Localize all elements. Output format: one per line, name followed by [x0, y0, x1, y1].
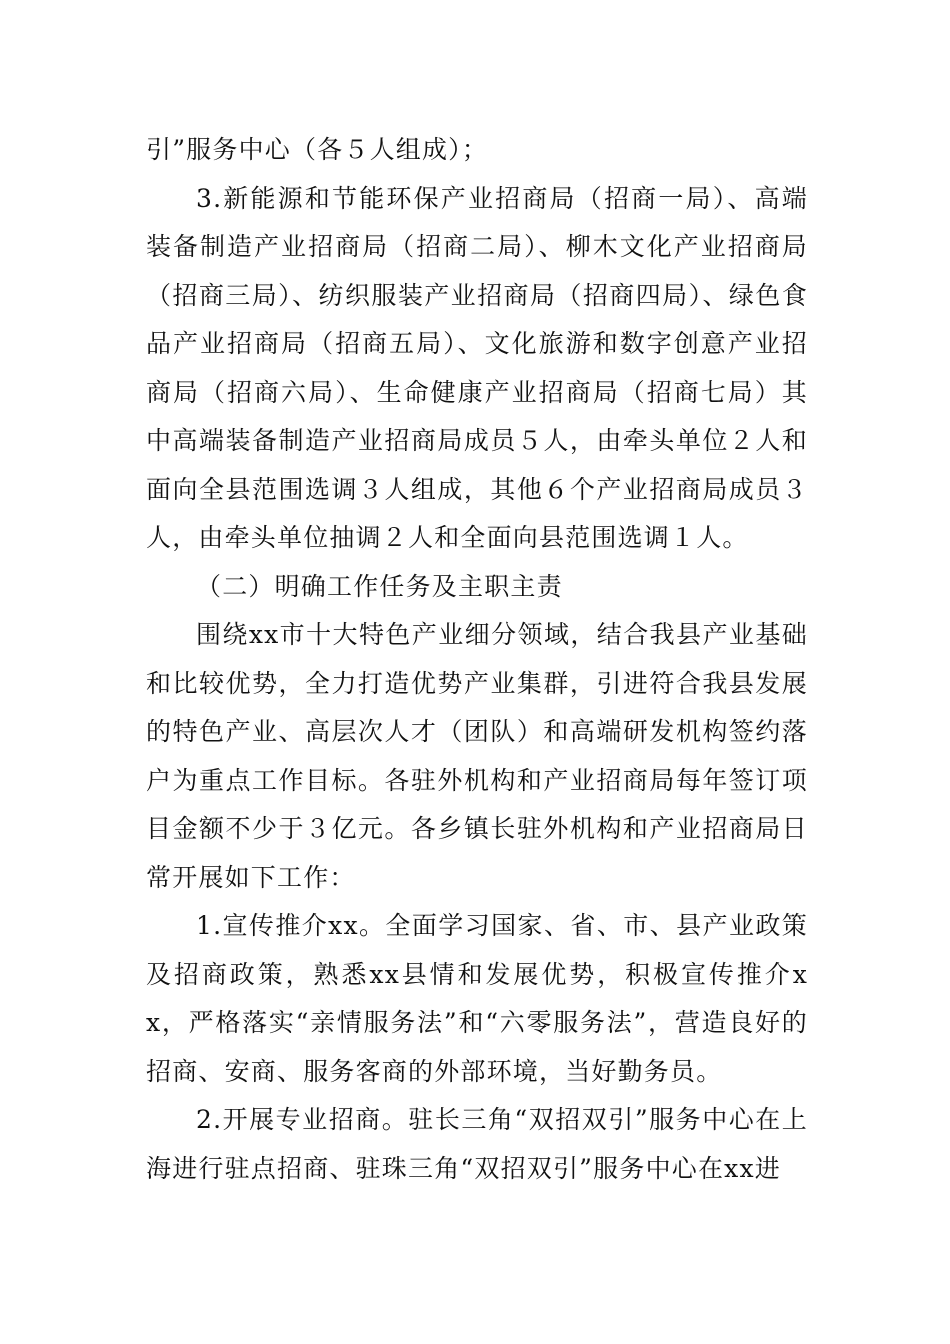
paragraph-work-goals: 围绕xx市十大特色产业细分领域，结合我县产业基础和比较优势，全力打造优势产业集群，引进符合我县发展的特色产业、高层次人才（团队）和高端研发机构签约落户为重点工作目标。各驻外机构和产业招商局每年签订项目金额不少于３亿元。各乡镇长驻外机构和产业招商局日常开展如下工作： — [146, 620, 808, 892]
paragraph-item-3-investment-bureaus: 3.新能源和节能环保产业招商局（招商一局）、高端装备制造产业招商局（招商二局）、柳木文化产业招商局（招商三局）、纺织服装产业招商局（招商四局）、绿色食品产业招商局（招商五局）、文化旅游和数字创意产业招商局（招商六局）、生命健康产业招商局（招商七局）其中高端装备制造产业招商局成员５人，由牵头单位２人和面向全县范围选调３人组成，其他６个产业招商局成员３人，由牵头单位抽调２人和全面向县范围选调１人。 — [146, 183, 808, 552]
paragraph-item-1-promotion: 1.宣传推介xx。全面学习国家、省、市、县产业政策及招商政策，熟悉xx县情和发展优势，积极宣传推介xx，严格落实“亲情服务法”和“六零服务法”，营造良好的招商、安商、服务客商的外部环境，当好勤务员。 — [146, 911, 808, 1086]
section-heading-tasks: （二）明确工作任务及主职主责 — [196, 571, 563, 601]
paragraph-item-2-professional-investment: 2.开展专业招商。驻长三角“双招双引”服务中心在上海进行驻点招商、驻珠三角“双招双引”服务中心在xx进 — [146, 1105, 808, 1183]
document-body — [146, 126, 808, 1193]
paragraph-continuation: 引”服务中心（各５人组成）； — [146, 135, 489, 164]
